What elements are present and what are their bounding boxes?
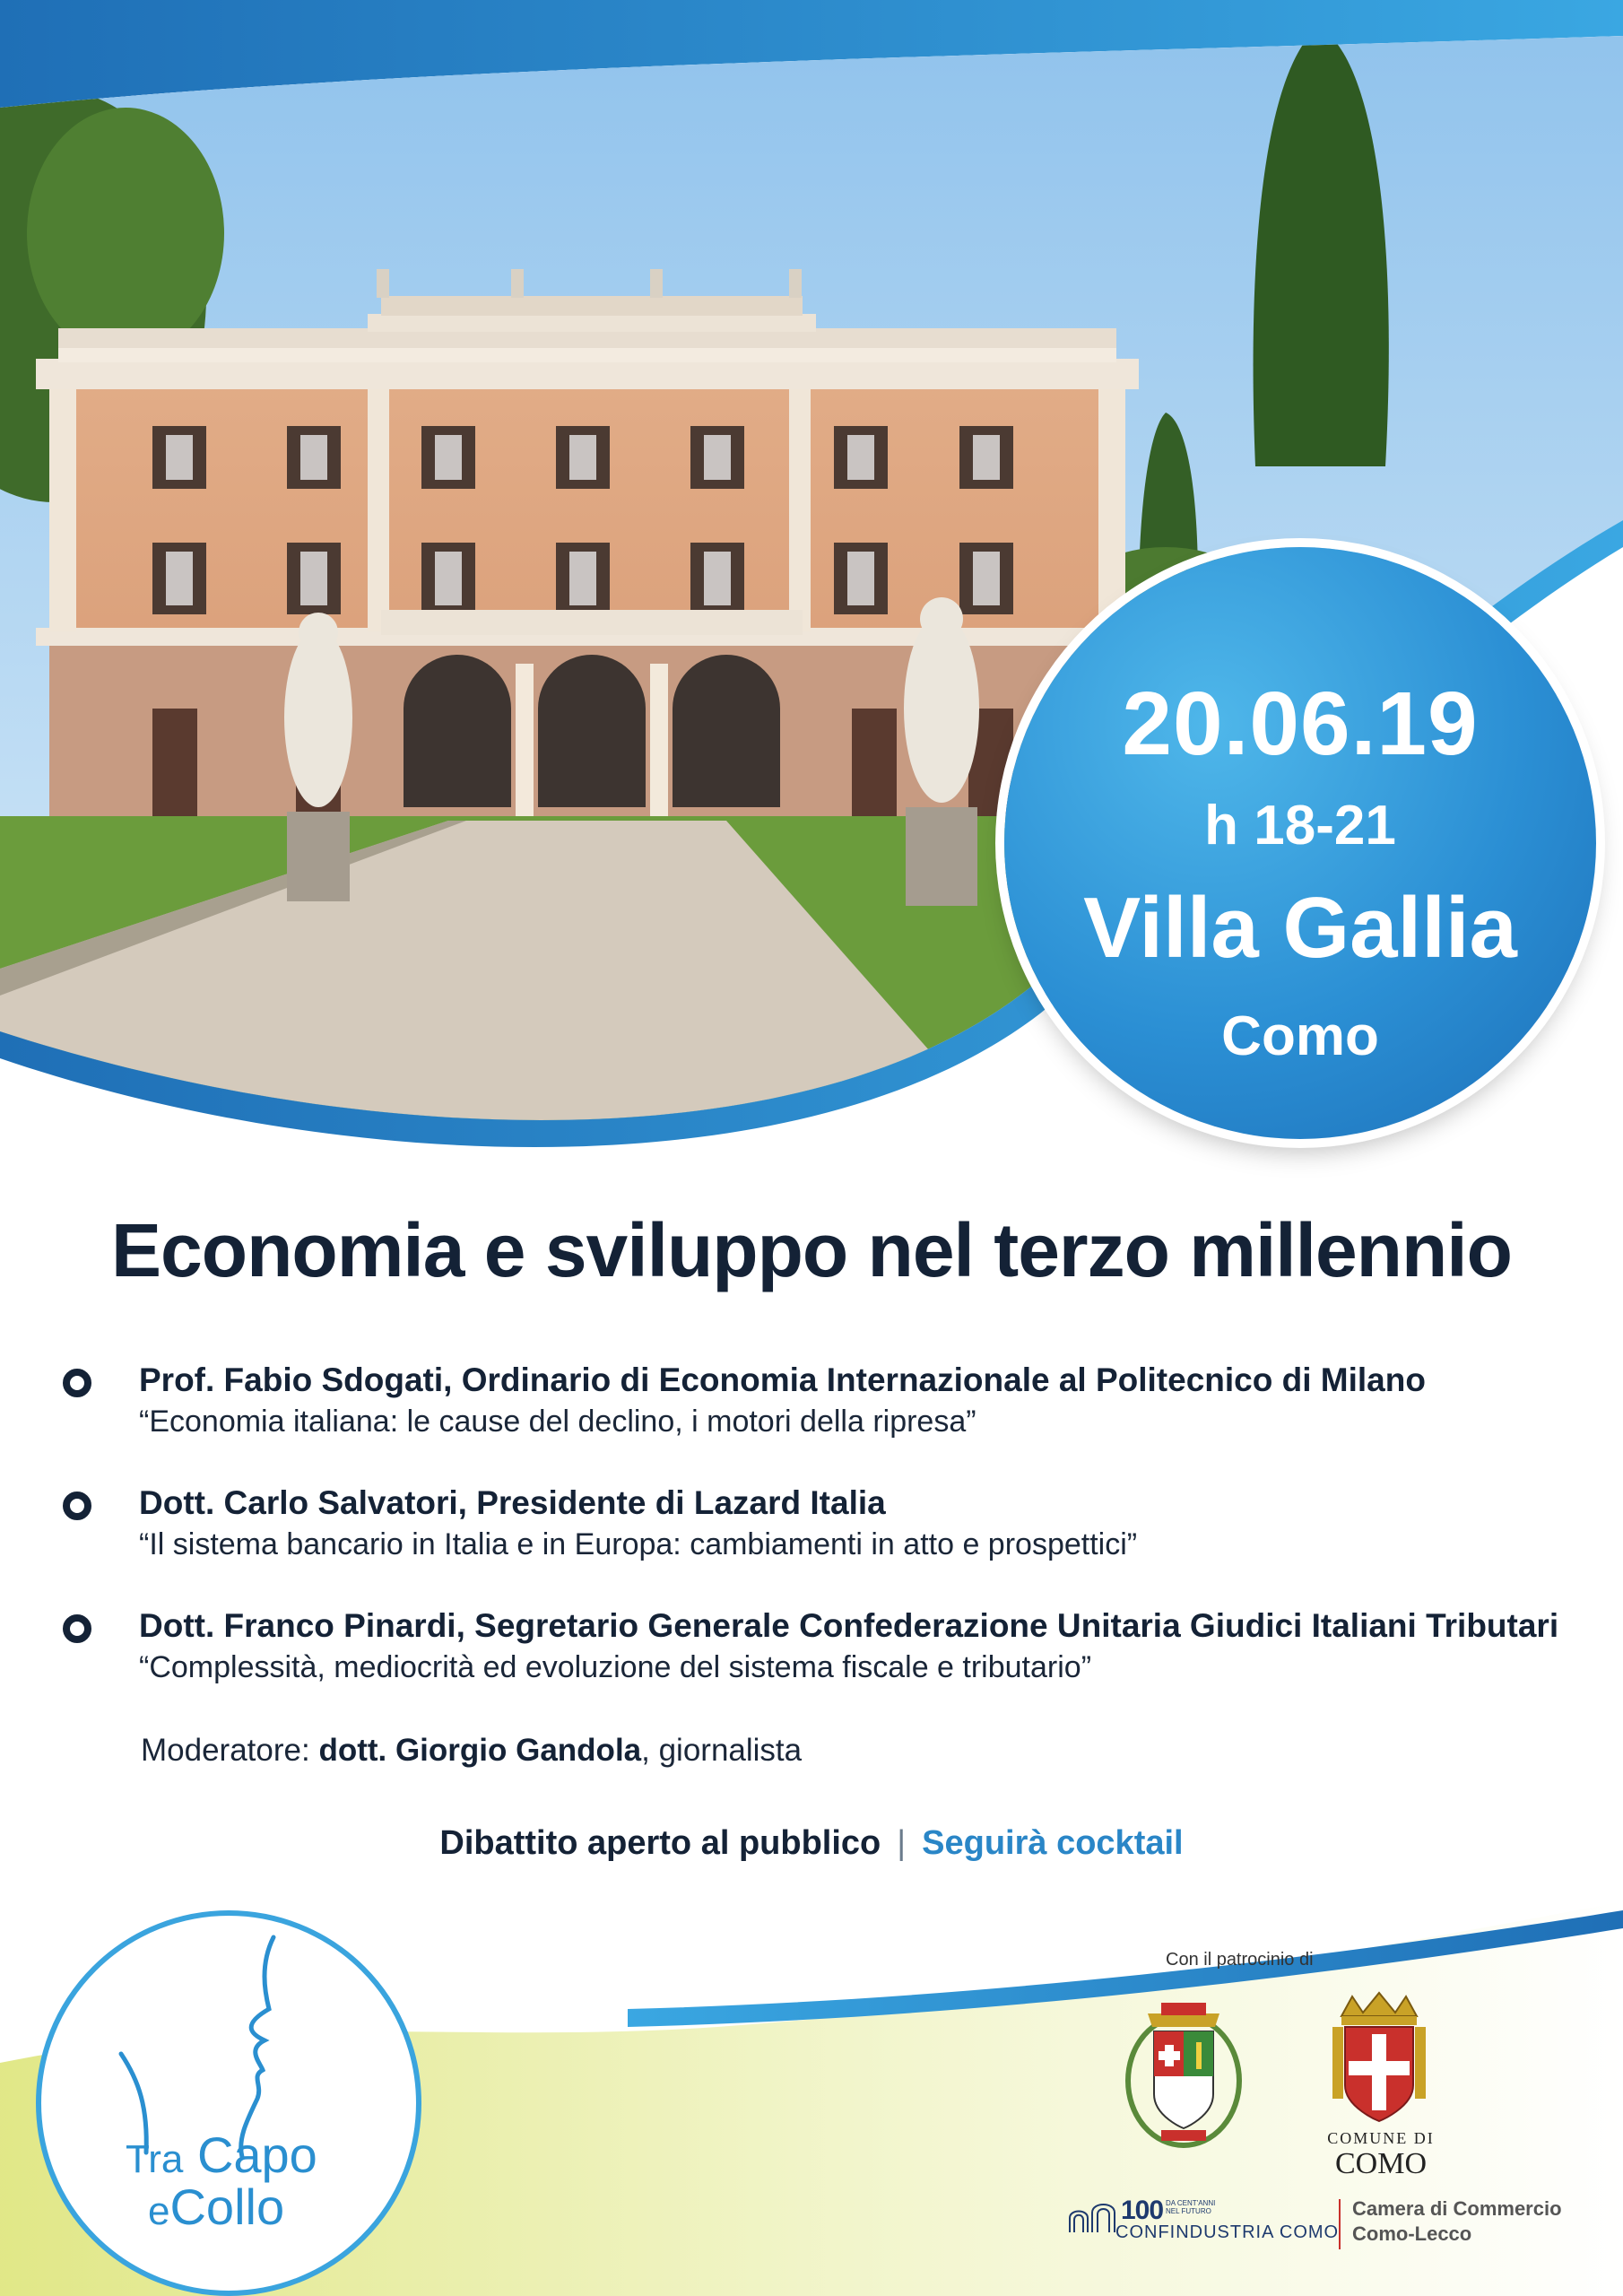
- circle-bullet-icon: [63, 1369, 91, 1397]
- como-crest-icon: [1325, 1991, 1433, 2126]
- speaker-talk: “Complessità, mediocrità ed evoluzione del sistema fiscale e tributario”: [139, 1650, 1092, 1684]
- patronage-label: Con il patrocinio di: [1166, 1950, 1314, 1970]
- circle-bullet-icon: [63, 1614, 91, 1643]
- moderator-name: dott. Giorgio Gandola: [318, 1733, 642, 1768]
- separator: |: [897, 1824, 907, 1862]
- comune-label: COMUNE DI: [1327, 2129, 1435, 2147]
- speaker-name: Prof. Fabio Sdogati, Ordinario di Economia Internazionale al Politecnico di Milano: [139, 1361, 1426, 1398]
- speaker-talk: “Il sistema bancario in Italia e in Europa: cambiamenti in atto e prospettici”: [139, 1527, 1138, 1561]
- logo-text-line1: Tra Capo: [126, 2126, 317, 2183]
- province-crest-icon: [1125, 1996, 1242, 2148]
- speaker-name: Dott. Franco Pinardi, Segretario Generale Confederazione Unitaria Giudici Italiani Tributari: [139, 1607, 1559, 1644]
- como-label: COMO: [1334, 2147, 1428, 2180]
- event-time: h 18-21: [1204, 795, 1396, 857]
- chamber-name-line2: Como-Lecco: [1352, 2222, 1472, 2245]
- event-date: 20.06.19: [1122, 674, 1479, 774]
- chamber-divider: [1339, 2199, 1341, 2249]
- moderator-line: [141, 1733, 802, 1769]
- cocktail-note: Seguirà cocktail: [922, 1824, 1184, 1862]
- speaker-name: Dott. Carlo Salvatori, Presidente di Lazard Italia: [139, 1484, 886, 1521]
- logo-text-line2: eCollo: [148, 2179, 285, 2235]
- confindustria-100: 100: [1121, 2196, 1164, 2225]
- moderator-label: Moderatore:: [141, 1733, 319, 1768]
- confindustria-tagline: DA CENT'ANNI NEL FUTURO: [1166, 2199, 1216, 2215]
- public-debate-note: Dibattito aperto al pubblico: [439, 1824, 881, 1862]
- confindustria-name: CONFINDUSTRIA COMO: [1115, 2222, 1340, 2242]
- speaker-talk: “Economia italiana: le cause del declino, i motori della ripresa”: [139, 1405, 976, 1439]
- event-badge: [1004, 547, 1596, 1139]
- confindustria-logo-icon: [1065, 2202, 1119, 2236]
- event-city: Como: [1221, 1005, 1379, 1067]
- event-notes: [0, 1824, 1623, 1863]
- moderator-role: , giornalista: [641, 1733, 803, 1768]
- event-venue: Villa Gallia: [1083, 880, 1517, 976]
- page-title: Economia e sviluppo nel terzo millennio: [111, 1208, 1512, 1292]
- circle-bullet-icon: [63, 1492, 91, 1520]
- chamber-name-line1: Camera di Commercio: [1352, 2197, 1562, 2220]
